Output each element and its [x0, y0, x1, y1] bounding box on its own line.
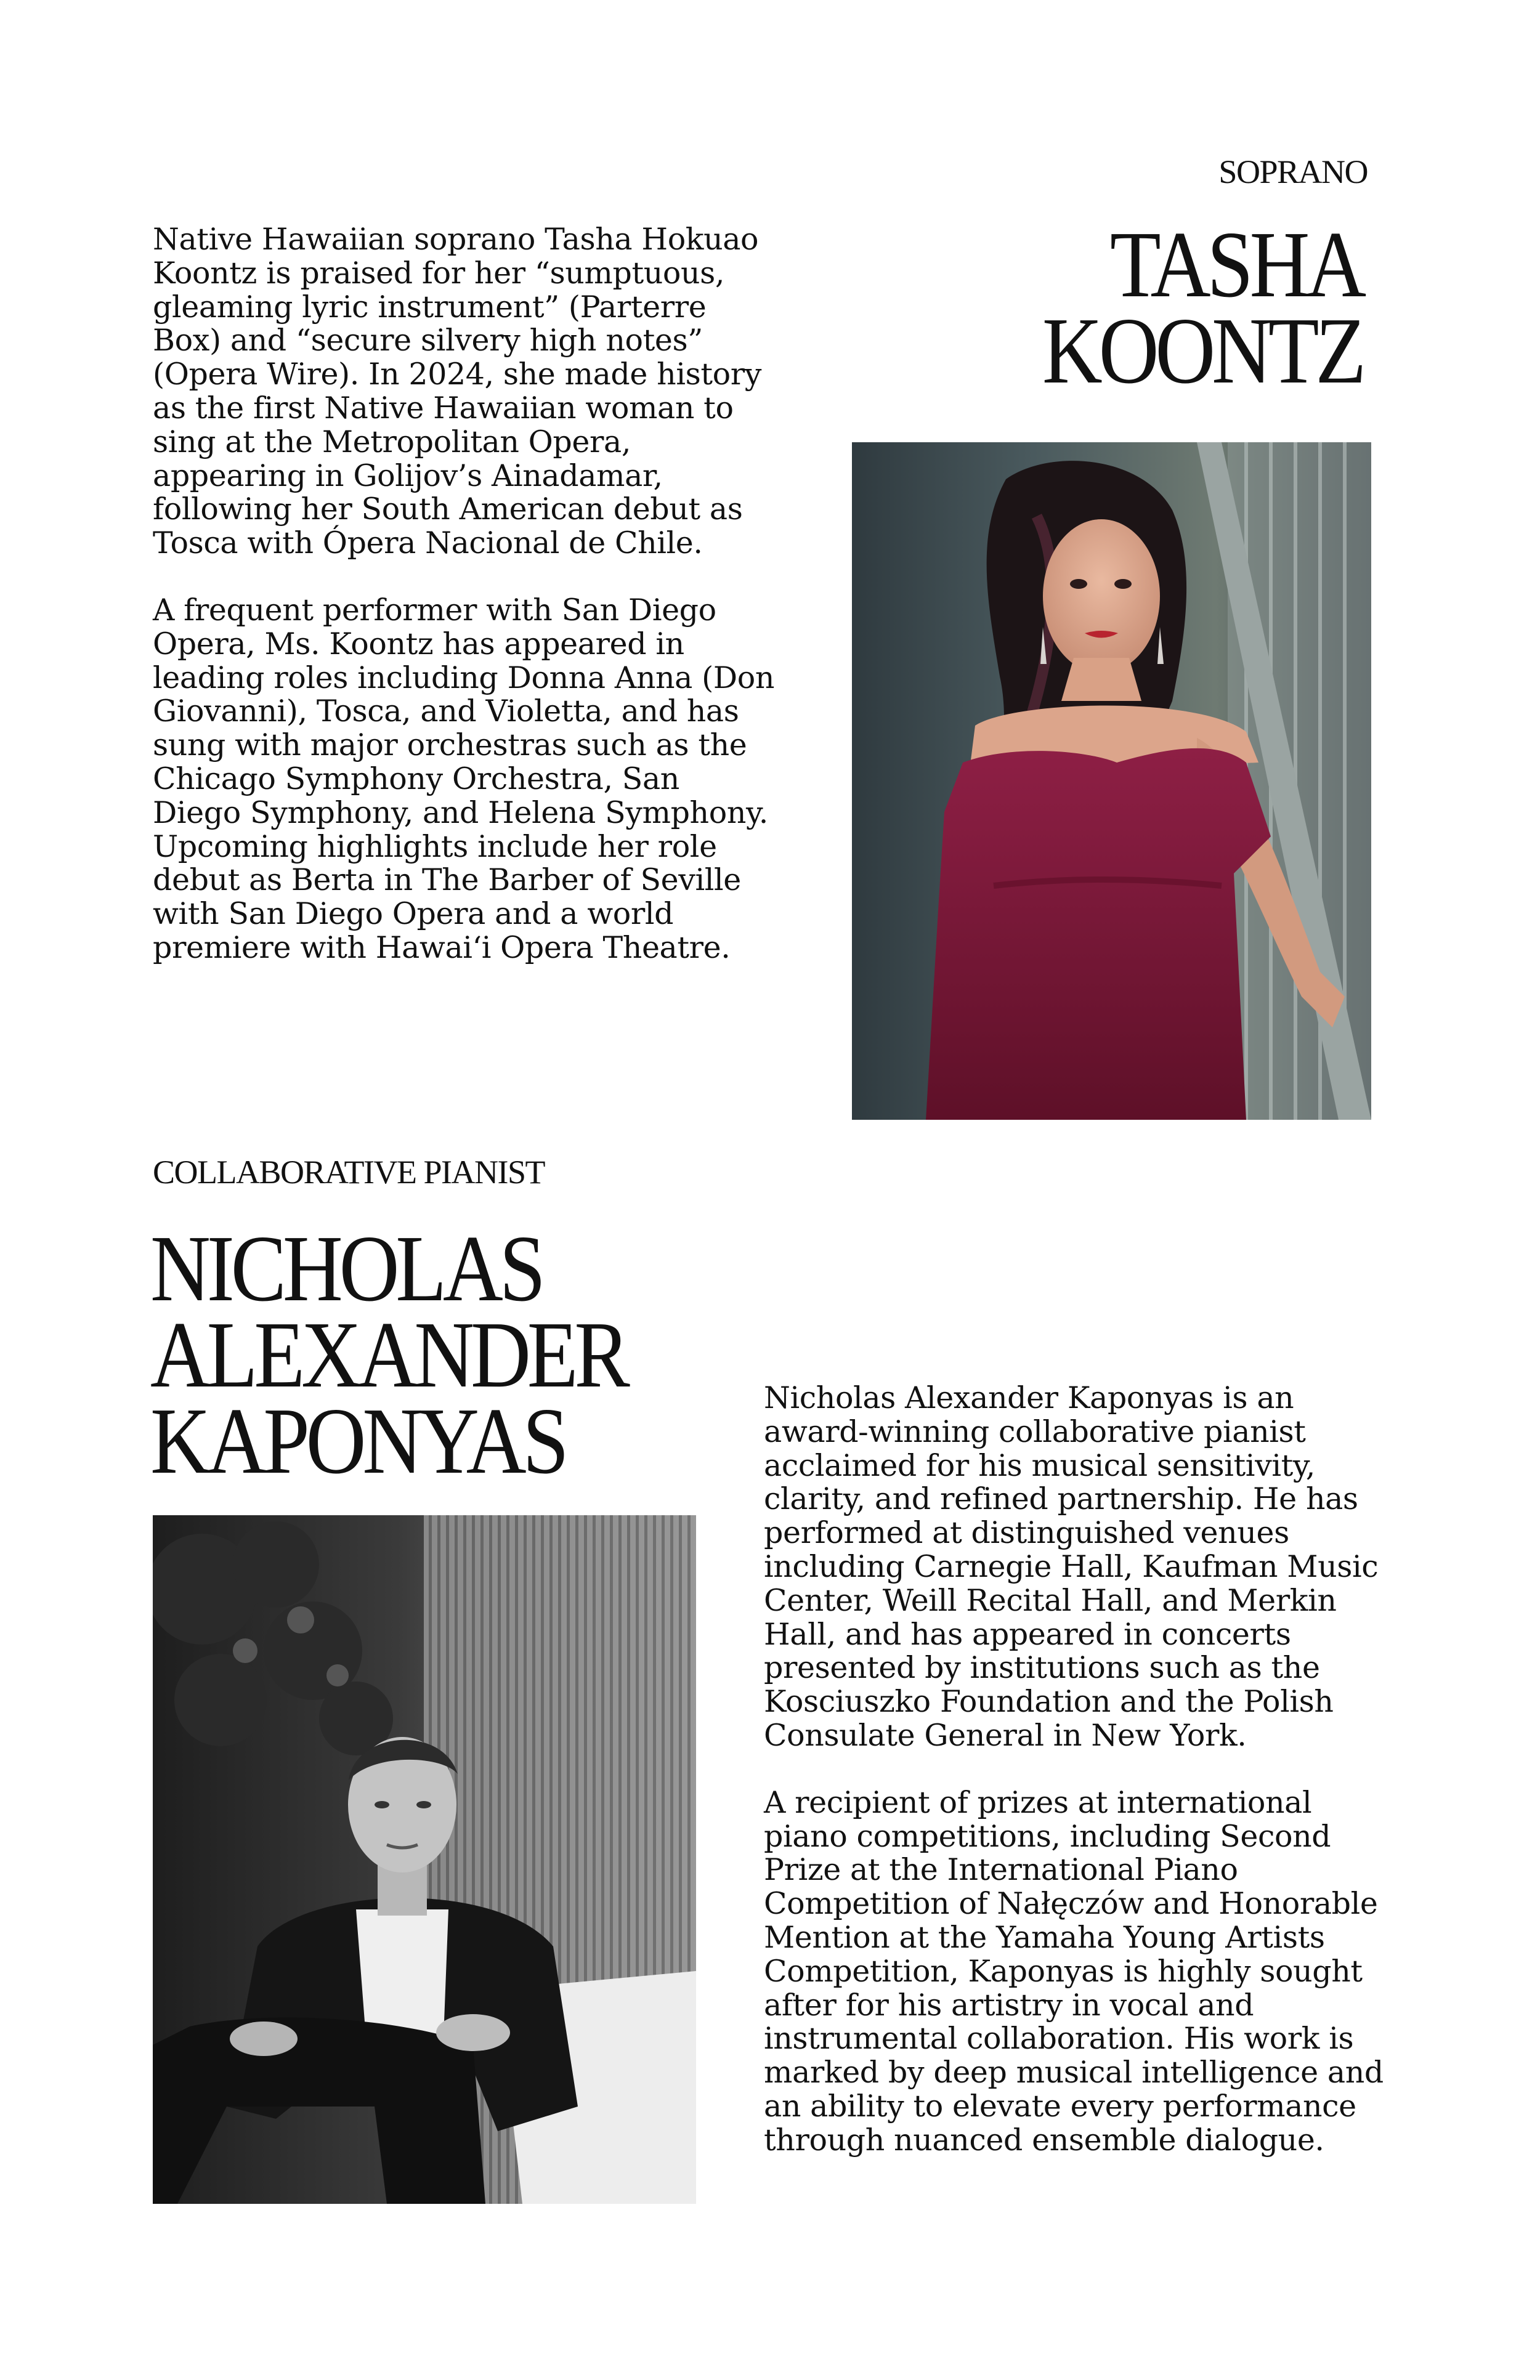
pianist-name-line: NICHOLAS: [150, 1216, 542, 1321]
pianist-name-heading: [150, 1216, 626, 1494]
bio-paragraph: Native Hawaiian soprano Tasha Hokuao Koontz is praised for her “sumptuous, gleaming lyric instrument” (Parterre Box) and “secure silvery high notes” (Opera Wire). In 2024, she made history as the first Native Hawaiian woman to sing at the Metropolitan Opera, appearing in Golijov’s Ainadamar, following her South American debut as Tosca with Ópera Nacional de Chile.: [153, 222, 762, 561]
bio-paragraph: A frequent performer with San Diego Opera, Ms. Koontz has appeared in leading roles including Donna Anna (Don Giovanni), Tosca, and Violetta, and has sung with major orchestras such as the Chicago Symphony Orchestra, San Diego Symphony, and Helena Symphony. Upcoming highlights include her role debut as Berta in The Barber of Seville with San Diego Opera and a world premiere with Hawaiʻi Opera Theatre.: [153, 592, 775, 965]
soprano-bio: [153, 223, 775, 965]
pianist-bio: [764, 1382, 1392, 2158]
soprano-name-line: KOONTZ: [1042, 299, 1363, 403]
soprano-name-line: TASHA: [1109, 212, 1363, 317]
pianist-name-line: ALEXANDER: [150, 1303, 626, 1407]
soprano-portrait-photo: [852, 442, 1371, 1120]
pianist-name-line: KAPONYAS: [150, 1389, 565, 1494]
bio-paragraph: Nicholas Alexander Kaponyas is an award-winning collaborative pianist acclaimed for his musical sensitivity, clarity, and refined partnership. He has performed at distinguished venues including Carnegie Hall, Kaufman Music Center, Weill Recital Hall, and Merkin Hall, and has appeared in concerts presented by institutions such as the Kosciuszko Foundation and the Polish Consulate General in New York.: [764, 1380, 1379, 1753]
pianist-portrait-photo: [153, 1515, 696, 2204]
soprano-role-label: SOPRANO: [1218, 153, 1368, 190]
bio-paragraph: A recipient of prizes at international piano competitions, including Second Prize at the International Piano Competition of Nałęczów and Honorable Mention at the Yamaha Young Artists Competition, Kaponyas is highly sought after for his artistry in vocal and instrumental collaboration. His work is marked by deep musical intelligence and an ability to elevate every performance through nuanced ensemble dialogue.: [764, 1784, 1384, 2158]
pianist-role-label: COLLABORATIVE PIANIST: [153, 1154, 545, 1191]
soprano-name-heading: [1042, 212, 1363, 403]
